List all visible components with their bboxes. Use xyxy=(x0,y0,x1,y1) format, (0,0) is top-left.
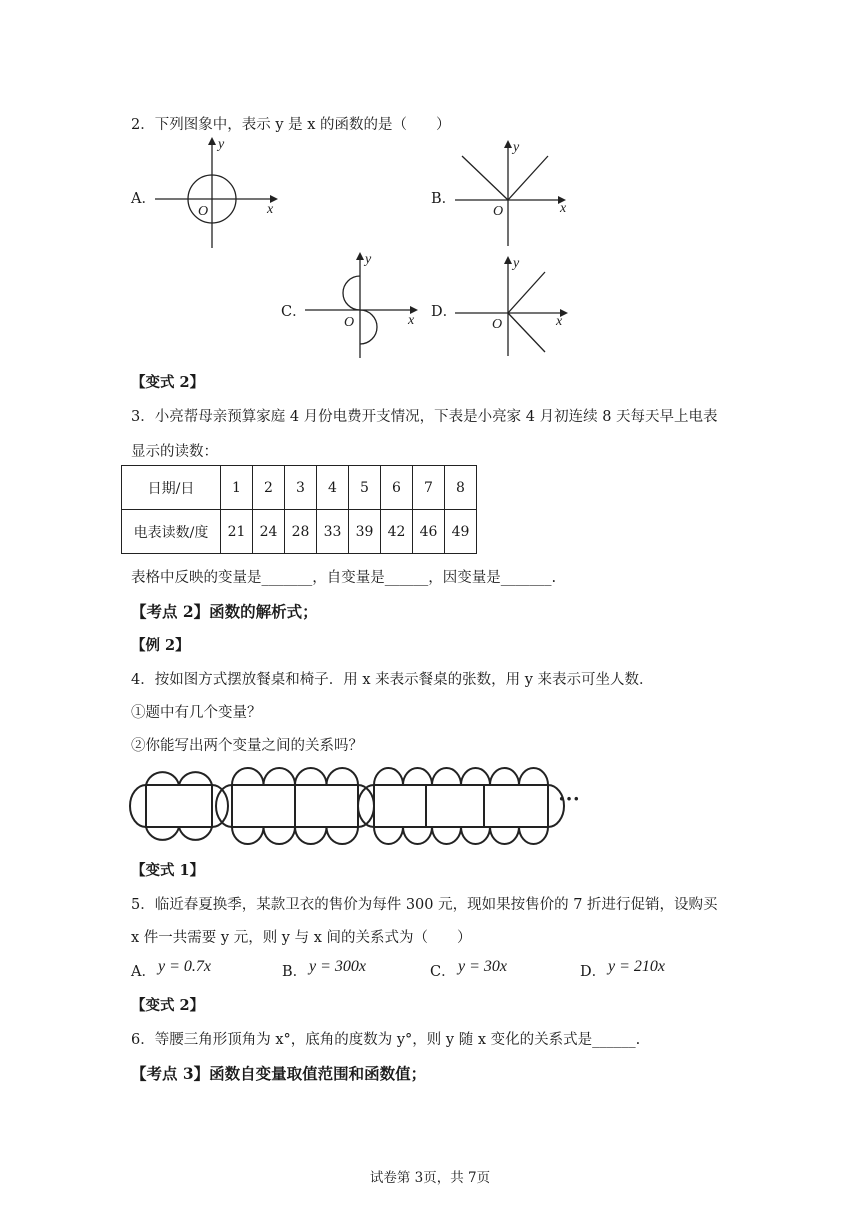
q5-option-b-expr: y = 300x xyxy=(309,958,366,975)
graph-b-v-shape xyxy=(450,138,585,250)
table-cell: 42 xyxy=(381,510,413,554)
q5-line2: x 件一共需要 y 元，则 y 与 x 间的关系式为（ ） xyxy=(131,930,472,946)
q4-stem: 4．按如图方式摆放餐桌和椅子．用 x 来表示餐桌的张数，用 y 来表示可坐人数． xyxy=(131,672,654,688)
kaodian-2-heading: 【考点 2】函数的解析式； xyxy=(131,602,318,621)
table-row xyxy=(122,466,477,510)
graph-a-circle xyxy=(150,133,285,253)
q5-option-c-label: C． xyxy=(430,964,456,980)
option-a-label: A． xyxy=(131,191,156,207)
table-cell: 6 xyxy=(381,466,413,510)
q3-line2: 显示的读数： xyxy=(131,444,218,460)
table-cell: 49 xyxy=(445,510,477,554)
option-c-label: C． xyxy=(281,304,307,320)
option-d-label: D． xyxy=(431,304,458,320)
q5-option-d-label: D． xyxy=(580,964,607,980)
table-cell: 24 xyxy=(253,510,285,554)
axis-y-label: y xyxy=(513,256,520,271)
table-cell: 46 xyxy=(413,510,445,554)
q5-option-c-expr: y = 30x xyxy=(458,958,507,975)
variant-2-heading: 【变式 2】 xyxy=(131,997,205,1014)
q3-line1: 3．小亮帮母亲预算家庭 4 月份电费开支情况，下表是小亮家 4 月初连续 8 天每天早上电表 xyxy=(131,409,718,425)
table-cell: 4 xyxy=(317,466,349,510)
axis-x-label: x xyxy=(556,314,563,329)
table-row xyxy=(122,510,477,554)
table-cell: 7 xyxy=(413,466,445,510)
origin-label: O xyxy=(344,315,355,330)
graph-c-half-circles xyxy=(300,250,425,362)
option-b-label: B． xyxy=(431,191,457,207)
ellipsis: ··· xyxy=(558,786,581,811)
kaodian-3-heading: 【考点 3】函数自变量取值范围和函数值； xyxy=(131,1064,427,1083)
axis-x-label: x xyxy=(408,313,415,328)
table-cell: 5 xyxy=(349,466,381,510)
q5-option-d-expr: y = 210x xyxy=(608,958,665,975)
row-header-date: 日期/日 xyxy=(122,466,221,510)
row-header-reading: 电表读数/度 xyxy=(122,510,221,554)
q3-question: 表格中反映的变量是_______，自变量是______，因变量是_______. xyxy=(131,570,557,586)
q4-sub2: ②你能写出两个变量之间的关系吗？ xyxy=(131,738,363,754)
q5-option-a-label: A． xyxy=(131,964,156,980)
axis-x-label: x xyxy=(267,202,274,217)
table-cell: 39 xyxy=(349,510,381,554)
table-cell: 2 xyxy=(253,466,285,510)
tables-and-chairs-figure xyxy=(128,764,598,848)
q5-option-b-label: B． xyxy=(282,964,308,980)
table-cell: 3 xyxy=(285,466,317,510)
origin-label: O xyxy=(198,204,209,219)
table-cell: 28 xyxy=(285,510,317,554)
table-cell: 1 xyxy=(221,466,253,510)
origin-label: O xyxy=(493,204,504,219)
table-cell: 33 xyxy=(317,510,349,554)
q5-line1: 5．临近春夏换季，某款卫衣的售价为每件 300 元，现如果按售价的 7 折进行促销，设购买 xyxy=(131,897,718,913)
example-2-heading: 【例 2】 xyxy=(131,637,190,654)
q2-stem: 2．下列图象中，表示 y 是 x 的函数的是（ ） xyxy=(131,117,451,133)
axis-y-label: y xyxy=(513,140,520,155)
axis-x-label: x xyxy=(560,201,567,216)
q5-option-a-expr: y = 0.7x xyxy=(158,958,211,975)
variant-2-heading: 【变式 2】 xyxy=(131,374,205,391)
axis-y-label: y xyxy=(365,252,372,267)
meter-reading-table xyxy=(121,465,477,554)
graph-d-rays xyxy=(450,252,575,360)
page-footer: 试卷第 3页，共 7页 xyxy=(369,1170,491,1186)
variant-1-heading: 【变式 1】 xyxy=(131,862,205,879)
q4-sub1: ①题中有几个变量？ xyxy=(131,705,262,721)
q6-text: 6．等腰三角形顶角为 x°，底角的度数为 y°，则 y 随 x 变化的关系式是______. xyxy=(131,1032,641,1048)
table-cell: 8 xyxy=(445,466,477,510)
table-cell: 21 xyxy=(221,510,253,554)
origin-label: O xyxy=(492,317,503,332)
axis-y-label: y xyxy=(218,137,225,152)
